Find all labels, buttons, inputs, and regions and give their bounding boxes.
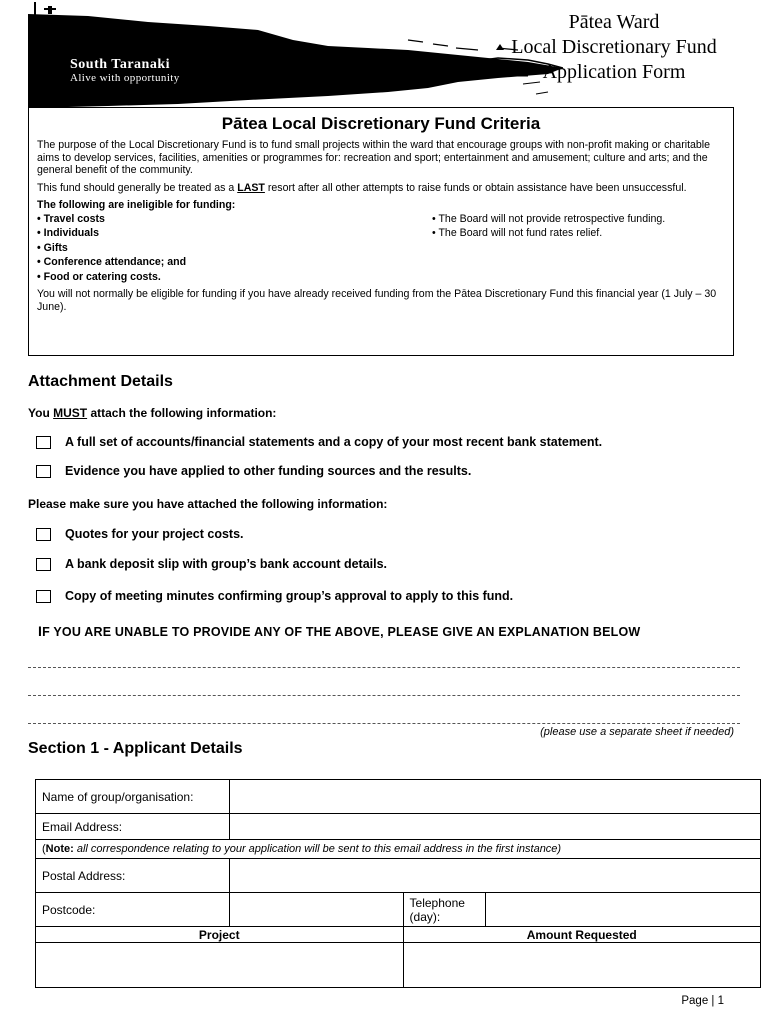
must-word: MUST [53, 406, 88, 420]
please-attach-label: Please make sure you have attached the following information: [28, 497, 388, 511]
optional-item-label: Quotes for your project costs. [65, 527, 244, 541]
last-resort-word: LAST [237, 181, 265, 194]
ineligible-item: • Conference attendance; and [37, 256, 187, 268]
project-field[interactable] [36, 943, 404, 988]
amount-requested-field[interactable] [403, 943, 760, 988]
group-name-field[interactable] [229, 780, 760, 814]
postcode-label: Postcode: [36, 893, 230, 927]
explanation-rest: F YOU ARE UNABLE TO PROVIDE ANY OF THE ABOVE, PLEASE GIVE AN EXPLANATION BELOW [42, 625, 641, 639]
postal-address-label: Postal Address: [36, 859, 230, 893]
must-attach-label [28, 406, 276, 420]
explanation-instruction [38, 623, 640, 639]
explanation-line[interactable] [28, 723, 740, 724]
email-note [36, 840, 761, 859]
form-title-line2: Local Discretionary Fund [511, 36, 717, 58]
explanation-first-letter: I [38, 623, 43, 639]
minutes-checkbox[interactable] [36, 590, 51, 603]
applicant-details-table [35, 779, 761, 988]
ineligible-item: • Individuals [37, 227, 99, 239]
criteria-last-resort [37, 182, 725, 195]
board-rule-item: • The Board will not provide retrospective funding. [432, 212, 666, 225]
criteria-purpose: The purpose of the Local Discretionary Fund is to fund small projects within the ward that encourage groups with non-profit making or charitable aims to develop services, facilities, amenities or programmes for: recreation and sport; entertainment and amusement; culture and arts; and the general benefit of the community. [37, 139, 711, 176]
accounts-checkbox[interactable] [36, 436, 51, 449]
email-note-text: all correspondence relating to your application will be sent to this email address in the first instance) [73, 843, 562, 855]
required-item-label: Evidence you have applied to other funding sources and the results. [65, 464, 472, 478]
group-name-label: Name of group/organisation: [36, 780, 230, 814]
org-tagline: Alive with opportunity [70, 72, 180, 84]
explanation-line[interactable] [28, 695, 740, 696]
optional-item-label: Copy of meeting minutes confirming group’s approval to apply to this fund. [65, 589, 514, 603]
section1-heading: Section 1 - Applicant Details [28, 740, 243, 757]
postcode-field[interactable] [229, 893, 403, 927]
org-name: South Taranaki [70, 57, 170, 72]
form-title-line1: Pātea Ward [568, 11, 660, 33]
must-pre: You [28, 406, 54, 420]
ineligible-title: The following are ineligible for funding: [37, 199, 236, 211]
ineligible-item: • Gifts [37, 241, 68, 254]
required-item-label: A full set of accounts/financial statements and a copy of your most recent bank statement. [65, 435, 603, 449]
email-note-open: ( [42, 843, 46, 855]
amount-requested-header: Amount Requested [403, 927, 760, 943]
telephone-field[interactable] [485, 893, 761, 927]
form-title-line3: Application Form [542, 61, 686, 83]
required-item-row [36, 464, 471, 478]
email-label: Email Address: [36, 814, 230, 840]
optional-item-row [36, 557, 387, 571]
required-item-row [36, 435, 602, 449]
ineligible-right-column [432, 212, 725, 285]
last-resort-post: resort after all other attempts to raise funds or obtain assistance have been unsuccessful. [264, 181, 687, 194]
quotes-checkbox[interactable] [36, 528, 51, 541]
ineligible-item: • Food or catering costs. [37, 270, 161, 283]
postal-address-field[interactable] [229, 859, 760, 893]
must-post: attach the following information: [87, 406, 277, 420]
ineligible-left-column [37, 212, 432, 285]
ineligible-item: • Travel costs [37, 212, 105, 225]
criteria-heading: Pātea Local Discretionary Fund Criteria [221, 114, 541, 133]
separate-sheet-note: (please use a separate sheet if needed) [540, 726, 734, 738]
ineligible-list [37, 212, 725, 285]
form-title [484, 10, 744, 85]
explanation-line[interactable] [28, 667, 740, 668]
header-banner-graphic [28, 0, 563, 108]
last-resort-pre: This fund should generally be treated as a [37, 181, 238, 194]
optional-item-row [36, 589, 513, 603]
page-number: Page | 1 [681, 995, 724, 1007]
optional-item-label: A bank deposit slip with group’s bank account details. [65, 557, 388, 571]
prior-funding-note: You will not normally be eligible for funding if you have already received funding from the Pātea Discretionary Fund this financial year (1 July – 30 June). [37, 288, 717, 313]
deposit-slip-checkbox[interactable] [36, 558, 51, 571]
email-field[interactable] [229, 814, 760, 840]
board-rule-item: • The Board will not fund rates relief. [432, 227, 603, 239]
email-note-bold: Note: [45, 843, 74, 855]
optional-item-row [36, 527, 244, 541]
telephone-label: Telephone (day): [403, 893, 485, 927]
attachments-heading: Attachment Details [28, 373, 173, 390]
evidence-checkbox[interactable] [36, 465, 51, 478]
criteria-box [28, 107, 734, 356]
project-header: Project [36, 927, 404, 943]
